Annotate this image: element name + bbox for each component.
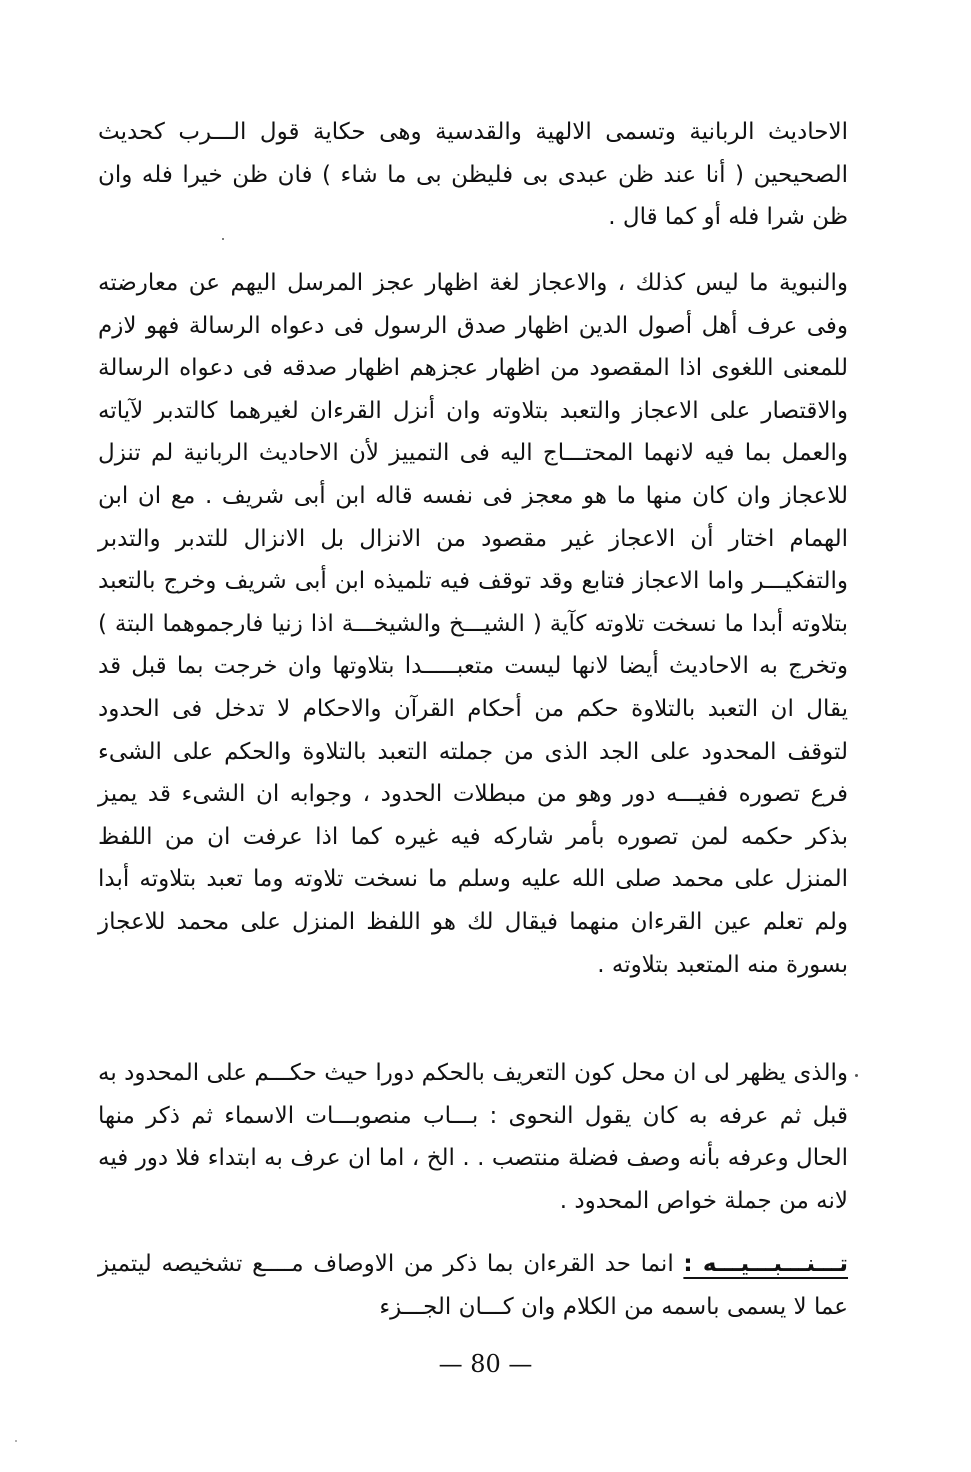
scan-speck [222, 238, 224, 240]
paragraph-note [98, 1243, 848, 1328]
paragraph-definition-by-ruling: والذى يظهر لى ان محل كون التعريف بالحكم دورا حيث حكـــم على المحدود به قبل ثم عرفه به كان يقول النحوى : بـــاب منصوبـــات الاسماء ثم ذكر منها الحال وعرفه بأنه وصف فضلة منتصب . . الخ ، اما ان عرف به ابتداء فلا دور فيه لانه من جملة خواص المحدود . [98, 1060, 848, 1214]
note-text: انما حد القرءان بما ذكر من الاوصاف مــــع تشخيصه ليتميز عما لا يسمى باسمه من الكلام وان كـــان الجـــزء [98, 1251, 848, 1320]
note-label: تـــنـــبـــيـــه : [683, 1251, 849, 1277]
scan-speck [855, 1074, 858, 1077]
page-number: — 80 — [438, 1350, 533, 1378]
paragraph-ijaz-definition: والنبوية ما ليس كذلك ، والاعجاز لغة اظهار عجز المرسل اليهم عن معارضته وفى عرف أهل أصول الدين اظهار صدق الرسول فى دعواه الرسالة فهو لازم للمعنى اللغوى اذا المقصود من اظهار عجزهم اظهار صدقه فى دعواه الرسالة والاقتصار على الاعجاز والتعبد بتلاوته وان أنزل القرءان لغيرهما كالتدبر لآياته والعمل بما فيه لانهما المحتـــاج اليه فى التمييز لأن الاحاديث الربانية لم تنزل للاعجاز وان كان منها ما هو معجز فى نفسه قاله ابن أبى شريف . مع ان ابن الهمام اختار أن الاعجاز غير مقصود من الانزال بل الانزال للتدبر والتدبر والتفكيـــر واما الاعجاز فتابع وقد توقف فيه تلميذه ابن أبى شريف وخرج بالتعبد بتلاوته أبدا ما نسخت تلاوته كآية ( الشيـــخ والشيخـــة اذا زنيا فارجموهما البتة ) وتخرج به الاحاديث أيضا لانها ليست متعبـــــدا بتلاوتها وان خرجت بما قبل قد يقال ان التعبد بالتلاوة حكم من أحكام القرآن والاحكام لا تدخل فى الحدود لتوقف المحدود على الجد الذى من جملته التعبد بالتلاوة والحكم على الشىء فرع تصوره ففيـــه دور وهو من مبطلات الحدود ، وجوابه ان الشىء قد يميز بذكر حكمه لمن تصوره بأمر شاركه فيه غيره كما اذا عرفت ان من اللفظ المنزل على محمد صلى الله عليه وسلم ما نسخت تلاوته وما تعبد بتلاوته أبدا ولم تعلم عين القرءان منهما فيقال لك هو اللفظ المنزل على محمد للاعجاز بسورة منه المتعبد بتلاوته . [98, 270, 848, 978]
scan-speck [15, 1440, 17, 1442]
paragraph-hadith-qudsi: الاحاديث الربانية وتسمى الالهية والقدسية وهى حكاية قول الـــرب كحديث الصحيحين ( أنا عند ظن عبدى بى فليظن بى ما شاء ) فان ظن خيرا فله وان ظن شرا فله أو كما قال . [98, 119, 848, 231]
